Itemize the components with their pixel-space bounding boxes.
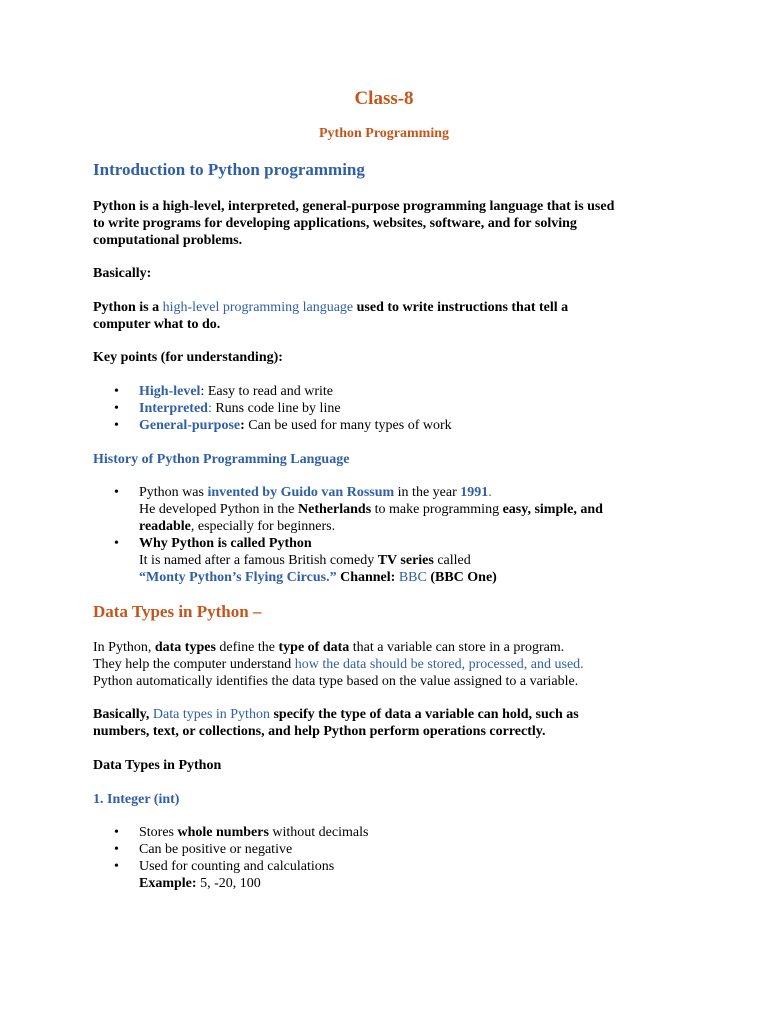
data-types-heading: Data Types in Python – — [93, 602, 262, 621]
intro-heading: Introduction to Python programming — [93, 160, 365, 179]
basically-label: Basically: — [93, 266, 152, 281]
list-item: • Why Python is called Python It is named after a famous British comedy TV series called “Monty Python’s Flying Circus.” Channel: BBC (BBC One) — [93, 535, 603, 586]
data-types-intro: In Python, data types define the type of data that a variable can store in a program. They help the computer understand how the data should be stored, processed, and used. Python automatically identifies the data type based on the value assigned to a variable. — [93, 640, 584, 689]
integer-heading: 1. Integer (int) — [93, 792, 180, 807]
data-types-summary: Basically, Data types in Python specify the type of data a variable can hold, such as numbers, text, or collections, and help Python perform operations correctly. — [93, 707, 579, 739]
history-heading: History of Python Programming Language — [93, 452, 350, 467]
page-subtitle: Python Programming — [318, 126, 449, 141]
list-item: • Stores whole numbers without decimals — [93, 824, 368, 841]
list-item: • Used for counting and calculations Example: 5, -20, 100 — [93, 858, 368, 892]
key-points-label: Key points (for understanding): — [93, 350, 283, 365]
history-list — [93, 484, 603, 586]
data-types-subheading: Data Types in Python — [93, 758, 222, 773]
list-item: • High-level: Easy to read and write — [93, 383, 452, 400]
integer-list — [93, 824, 368, 892]
intro-paragraph: Python is a high-level, interpreted, general-purpose programming language that is used to write programs for developing applications, websites, software, and for solving computational problems. — [93, 199, 615, 248]
list-item: • Can be positive or negative — [93, 841, 368, 858]
page-title: Class-8 — [354, 88, 414, 109]
intro-summary: Python is a high-level programming language used to write instructions that tell a computer what to do. — [93, 300, 569, 332]
key-points-list — [93, 383, 452, 434]
list-item: • Interpreted: Runs code line by line — [93, 400, 452, 417]
list-item: • General-purpose: Can be used for many types of work — [93, 417, 452, 434]
list-item: • Python was invented by Guido van Rossum in the year 1991. He developed Python in the Netherlands to make programming easy, simple, and readable, especially for beginners. — [93, 484, 603, 535]
